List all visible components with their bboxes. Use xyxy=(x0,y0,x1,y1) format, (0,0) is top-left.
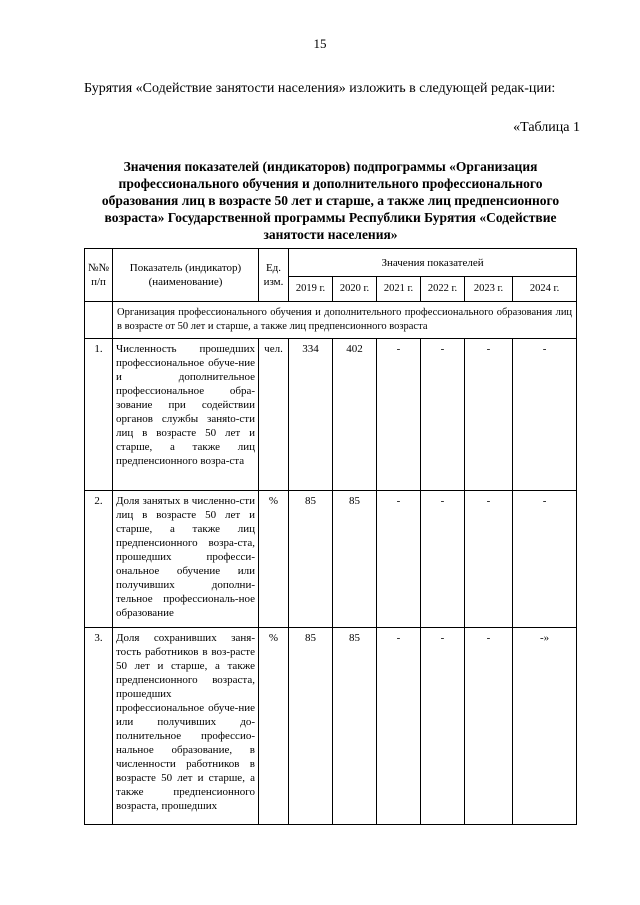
header-year: 2023 г. xyxy=(465,277,513,302)
value-cell: 334 xyxy=(289,339,333,491)
header-num: №№ п/п xyxy=(85,249,113,302)
value-cell: - xyxy=(421,628,465,825)
header-year: 2020 г. xyxy=(333,277,377,302)
value-cell: 402 xyxy=(333,339,377,491)
header-year: 2024 г. xyxy=(513,277,577,302)
unit-cell: % xyxy=(259,628,289,825)
value-cell: 85 xyxy=(333,491,377,628)
value-cell: - xyxy=(377,628,421,825)
section-title: Организация профессионального обучения и дополнительного профессионального образования лиц в возрасте от 50 лет и старше, а также лиц предпенсионного возраста xyxy=(113,302,577,339)
document-title: Значения показателей (индикаторов) подпрограммы «Организация профессионального обучения и дополнительного профессионального образования лиц в возрасте 50 лет и старше, а также лиц предпенсионного возраста» Государственной программы Республики Бурятия «Содействие занятости населения» xyxy=(101,159,560,242)
header-indicator: Показатель (индикатор) (наименование) xyxy=(113,249,259,302)
table-row xyxy=(85,339,577,491)
header-unit: Ед. изм. xyxy=(259,249,289,302)
row-num: 3. xyxy=(85,628,113,825)
value-cell: 85 xyxy=(289,628,333,825)
intro-paragraph: Бурятия «Содействие занятости населения» изложить в следующей редак-ции: xyxy=(84,81,556,96)
header-year: 2019 г. xyxy=(289,277,333,302)
header-values: Значения показателей xyxy=(289,249,577,277)
table-label: «Таблица 1 xyxy=(513,120,580,135)
table-row xyxy=(85,491,577,628)
value-cell: - xyxy=(465,339,513,491)
value-cell: - xyxy=(377,339,421,491)
value-cell: - xyxy=(421,339,465,491)
indicator-name: Доля сохранивших заня-тость работников в воз-расте 50 лет и старше, а также предпенсионного возраста, прошедших профессиональное обуче-ние или получивших до-полнительное профессио-нальное образование, в численности работников в возрасте 50 лет и старше, а также предпенсионного возраста, прошедших xyxy=(113,628,259,825)
row-num: 2. xyxy=(85,491,113,628)
value-cell: - xyxy=(465,491,513,628)
section-num-cell xyxy=(85,302,113,339)
value-cell: 85 xyxy=(333,628,377,825)
value-cell: - xyxy=(421,491,465,628)
page-number: 15 xyxy=(313,36,327,51)
row-num: 1. xyxy=(85,339,113,491)
value-cell: -» xyxy=(513,628,577,825)
value-cell: - xyxy=(513,339,577,491)
header-year: 2021 г. xyxy=(377,277,421,302)
indicators-table xyxy=(84,248,577,825)
header-year: 2022 г. xyxy=(421,277,465,302)
unit-cell: % xyxy=(259,491,289,628)
indicator-name: Доля занятых в численно-сти лиц в возрасте 50 лет и старше, а также лиц предпенсионного возра-ста, прошедших професси-ональное обучение или получивших дополни-тельное профессиональ-ное образование xyxy=(113,491,259,628)
value-cell: - xyxy=(377,491,421,628)
unit-cell: чел. xyxy=(259,339,289,491)
indicator-name: Численность прошедших профессиональное обуче-ние и дополнительное профессиональное обра-зование при содействии органов службы заняtо-сти лиц в возрасте 50 лет и старше, а также лиц предпенсионного возра-ста xyxy=(113,339,259,491)
value-cell: - xyxy=(513,491,577,628)
value-cell: 85 xyxy=(289,491,333,628)
value-cell: - xyxy=(465,628,513,825)
table-row xyxy=(85,628,577,825)
